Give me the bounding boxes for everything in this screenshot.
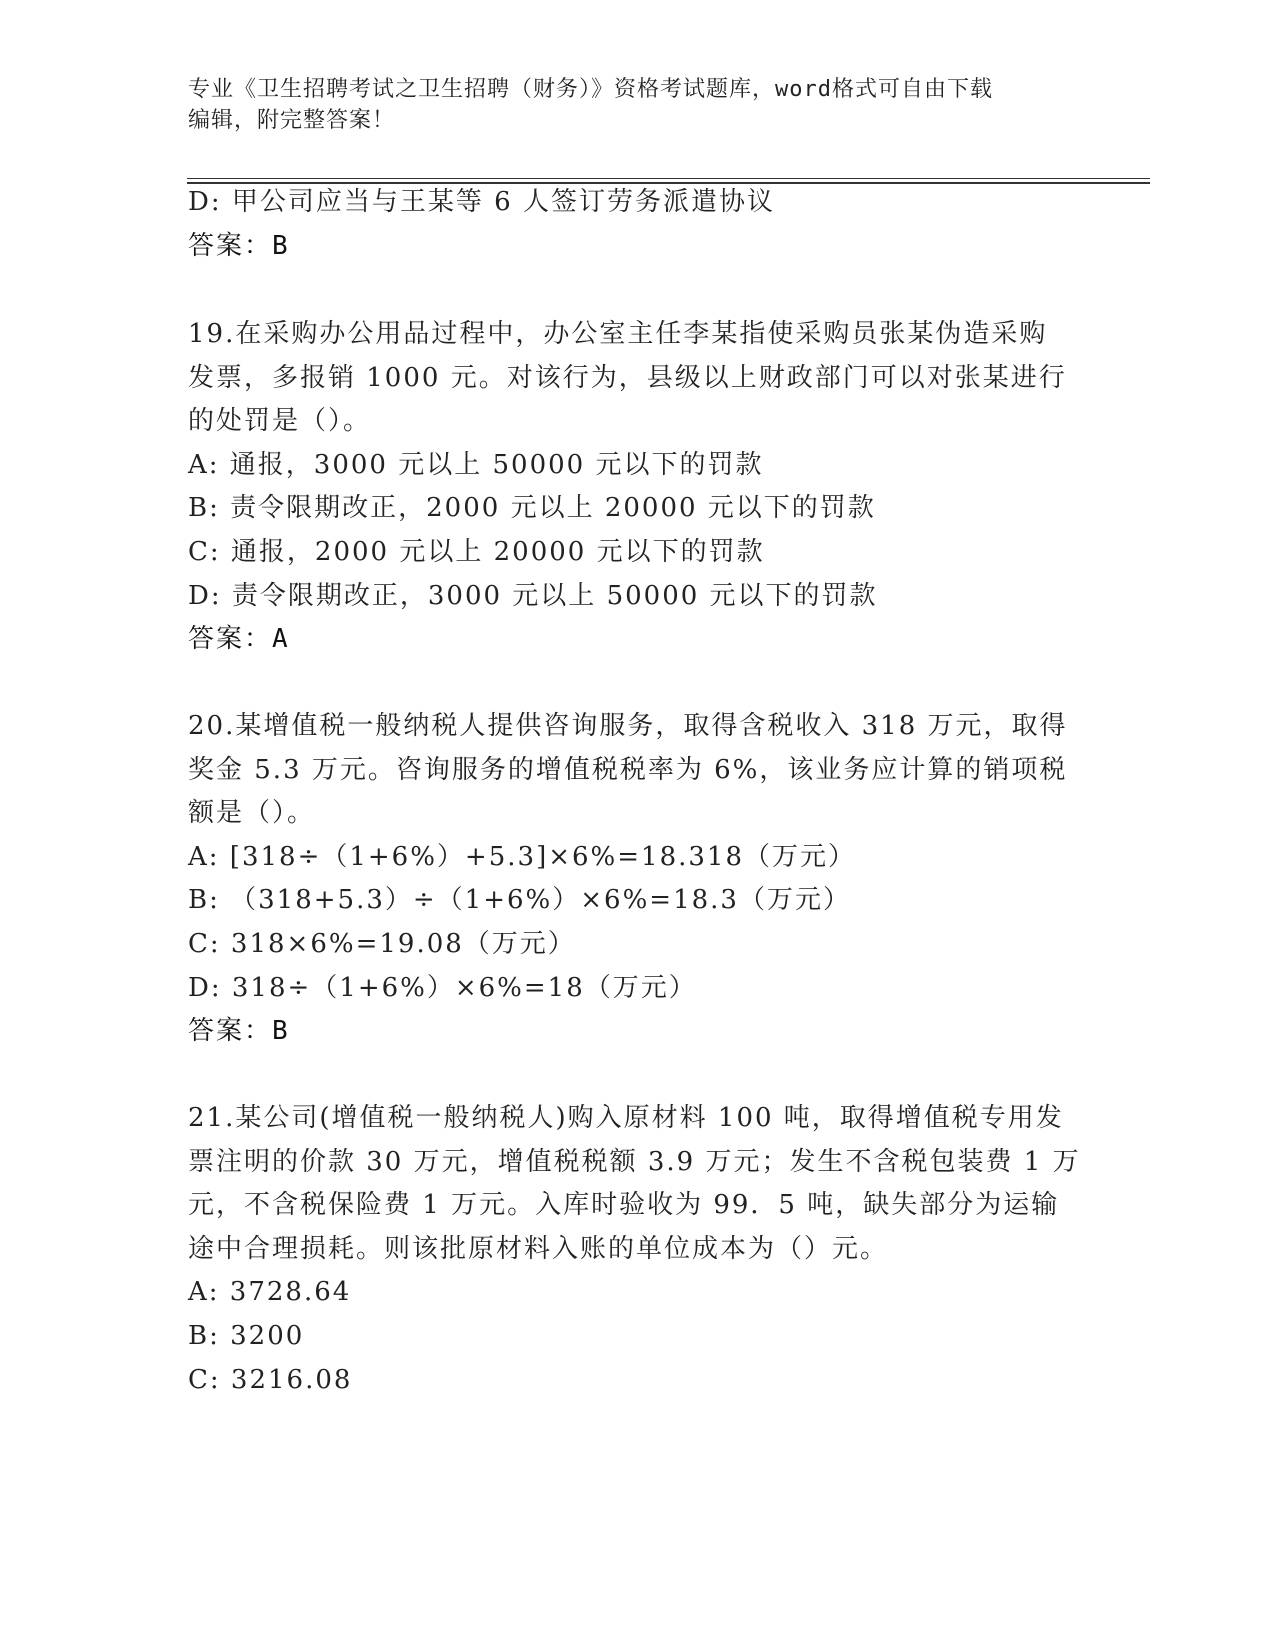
q21-stem-line-4: 途中合理损耗。则该批原材料入账的单位成本为（）元。 xyxy=(188,1234,889,1264)
q19-answer: 答案：A xyxy=(188,624,290,654)
q20-answer: 答案：B xyxy=(188,1016,290,1046)
q20-option-c: C: 318×6%=19.08（万元） xyxy=(188,929,576,959)
header-line-1: 专业《卫生招聘考试之卫生招聘（财务）》资格考试题库，word格式可自由下载 xyxy=(188,77,993,102)
header-line-2: 编辑，附完整答案！ xyxy=(188,108,396,133)
document-header xyxy=(188,74,1108,136)
q21-stem-line-1: 21.某公司(增值税一般纳税人)购入原材料 100 吨，取得增值税专用发 xyxy=(188,1103,1064,1133)
q20-stem-line-1: 20.某增值税一般纳税人提供咨询服务，取得含税收入 318 万元，取得 xyxy=(188,711,1068,741)
prev-question-option-d: D: 甲公司应当与王某等 6 人签订劳务派遣协议 xyxy=(188,187,775,217)
q19-option-d: D: 责令限期改正，3000 元以上 50000 元以下的罚款 xyxy=(188,581,878,611)
q19-stem-line-2: 发票，多报销 1000 元。对该行为，县级以上财政部门可以对张某进行 xyxy=(188,363,1067,393)
q19-stem-line-1: 19.在采购办公用品过程中，办公室主任李某指使采购员张某伪造采购 xyxy=(188,319,1048,349)
header-divider-thick xyxy=(187,182,1150,184)
prev-question-answer: 答案：B xyxy=(188,231,290,261)
q19-stem-line-3: 的处罚是（）。 xyxy=(188,406,372,436)
q21-stem-line-3: 元，不含税保险费 1 万元。入库时验收为 99．5 吨，缺失部分为运输 xyxy=(188,1190,1060,1220)
q21-option-c: C: 3216.08 xyxy=(188,1365,353,1395)
q20-option-a: A: [318÷（1+6%）+5.3]×6%=18.318（万元） xyxy=(188,842,856,872)
q20-option-d: D: 318÷（1+6%）×6%=18（万元） xyxy=(188,973,697,1003)
header-divider-thin xyxy=(187,178,1150,179)
q21-stem-line-2: 票注明的价款 30 万元，增值税税额 3.9 万元；发生不含税包装费 1 万 xyxy=(188,1147,1081,1177)
q21-option-b: B: 3200 xyxy=(188,1321,305,1351)
q19-option-a: A: 通报，3000 元以上 50000 元以下的罚款 xyxy=(188,450,764,480)
q20-stem-line-3: 额是（）。 xyxy=(188,798,316,828)
q20-option-b: B: （318+5.3）÷（1+6%）×6%=18.3（万元） xyxy=(188,885,851,915)
q19-option-c: C: 通报，2000 元以上 20000 元以下的罚款 xyxy=(188,537,765,567)
q19-option-b: B: 责令限期改正，2000 元以上 20000 元以下的罚款 xyxy=(188,493,876,523)
q21-option-a: A: 3728.64 xyxy=(188,1277,352,1307)
q20-stem-line-2: 奖金 5.3 万元。咨询服务的增值税税率为 6%，该业务应计算的销项税 xyxy=(188,755,1068,785)
